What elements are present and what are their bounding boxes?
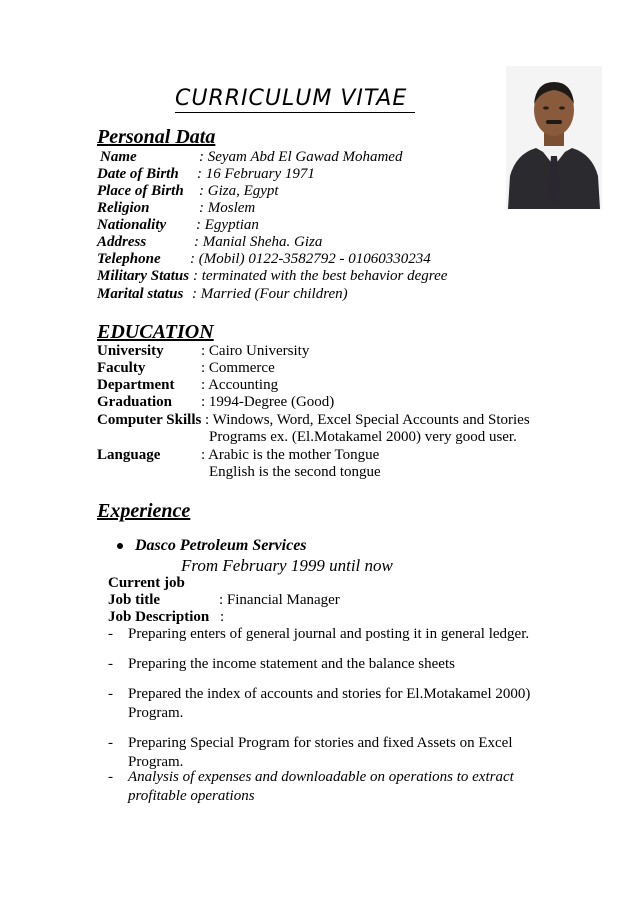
dash-icon: -: [108, 626, 113, 642]
row-label: Faculty: [97, 360, 146, 376]
duty-text: Analysis of expenses and downloadable on operations to extract: [128, 769, 514, 785]
row-label: Name: [100, 149, 137, 165]
row-label: Address: [97, 234, 147, 250]
duty-text-continued: Program.: [128, 705, 184, 721]
employment-period: From February 1999 until now: [181, 556, 393, 575]
job-description-colon: :: [220, 609, 225, 625]
row-value: : 16 February 1971: [197, 166, 315, 182]
row-value: : Moslem: [199, 200, 256, 216]
duty-text: Prepared the index of accounts and stories for El.Motakamel 2000): [128, 686, 531, 702]
portrait-photo: [506, 66, 602, 209]
row-label: Marital status: [97, 286, 184, 302]
row-label: Department: [97, 377, 175, 393]
row-value: : Windows, Word, Excel Special Accounts and Stories: [205, 412, 530, 428]
personal-data-heading: Personal Data: [97, 126, 216, 148]
dash-icon: -: [108, 769, 113, 785]
personal-row-religion: [97, 200, 150, 217]
page-title: CURRICULUM VITAE: [175, 86, 408, 111]
current-job-label: Current job: [108, 575, 185, 591]
company-list-item: [117, 537, 307, 555]
duty-item: [128, 685, 530, 723]
row-label: University: [97, 343, 164, 359]
row-value: : Cairo University: [201, 343, 310, 359]
personal-row-marital: [97, 286, 183, 303]
row-value: : Commerce: [201, 360, 275, 376]
education-row-faculty: [97, 360, 145, 377]
row-value: : Accounting: [201, 377, 279, 393]
education-row-department: [97, 377, 174, 394]
education-row-computer-skills: [97, 412, 201, 429]
row-label: Graduation: [97, 394, 173, 410]
bullet-icon: [117, 543, 123, 549]
row-value: : terminated with the best behavior degree: [193, 268, 448, 284]
row-value: : Manial Sheha. Giza: [194, 234, 323, 250]
dash-icon: -: [108, 735, 113, 751]
duty-item: [128, 734, 513, 772]
duty-item: [128, 625, 529, 644]
title-underline: [175, 112, 415, 113]
education-row-graduation: [97, 394, 172, 411]
duty-text-continued: profitable operations: [128, 788, 255, 804]
education-heading: EDUCATION: [97, 321, 214, 343]
row-value: : Egyptian: [196, 217, 259, 233]
education-row-university: [97, 343, 164, 360]
portrait-illustration: [506, 66, 602, 209]
duty-text: Preparing the income statement and the balance sheets: [128, 656, 455, 672]
personal-row-pob: [97, 183, 184, 200]
dash-icon: -: [108, 686, 113, 702]
job-title-label: Job title: [108, 592, 161, 608]
row-value: : (Mobil) 0122-3582792 - 01060330234: [190, 251, 431, 267]
duty-item: [128, 768, 514, 806]
row-label: Religion: [97, 200, 150, 216]
row-label: Computer Skills: [97, 412, 202, 428]
duty-text-continued-value: Program.: [128, 754, 184, 770]
row-label: Nationality: [97, 217, 167, 233]
row-value: : Arabic is the mother Tongue: [201, 447, 380, 463]
row-value-continued: Programs ex. (El.Motakamel 2000) very good user.: [209, 429, 517, 445]
personal-row-military: [97, 268, 189, 285]
row-value: : Seyam Abd El Gawad Mohamed: [199, 149, 403, 165]
row-label: Military Status: [97, 268, 190, 284]
row-value: : Giza, Egypt: [199, 183, 279, 199]
duty-item: [128, 655, 455, 674]
personal-row-nationality: [97, 217, 166, 234]
personal-row-name: [100, 149, 137, 166]
experience-heading: Experience: [97, 500, 191, 522]
company-name: Dasco Petroleum Services: [135, 537, 307, 554]
row-value: : 1994-Degree (Good): [201, 394, 335, 410]
row-label: Telephone: [97, 251, 161, 267]
duty-text: Preparing Special Program for stories and fixed Assets on Excel: [128, 735, 513, 751]
job-title-value: : Financial Manager: [219, 592, 340, 608]
row-label: Place of Birth: [97, 183, 184, 199]
education-row-language: [97, 447, 160, 464]
row-label: Date of Birth: [97, 166, 179, 182]
personal-row-address: [97, 234, 146, 251]
duty-text: Preparing enters of general journal and posting it in general ledger.: [128, 626, 530, 642]
dash-icon: -: [108, 656, 113, 672]
row-label: Language: [97, 447, 161, 463]
personal-row-telephone: [97, 251, 161, 268]
job-description-label: Job Description: [108, 609, 210, 625]
row-value-continued: English is the second tongue: [209, 464, 381, 480]
row-value: : Married (Four children): [192, 286, 348, 302]
personal-row-dob: [97, 166, 179, 183]
